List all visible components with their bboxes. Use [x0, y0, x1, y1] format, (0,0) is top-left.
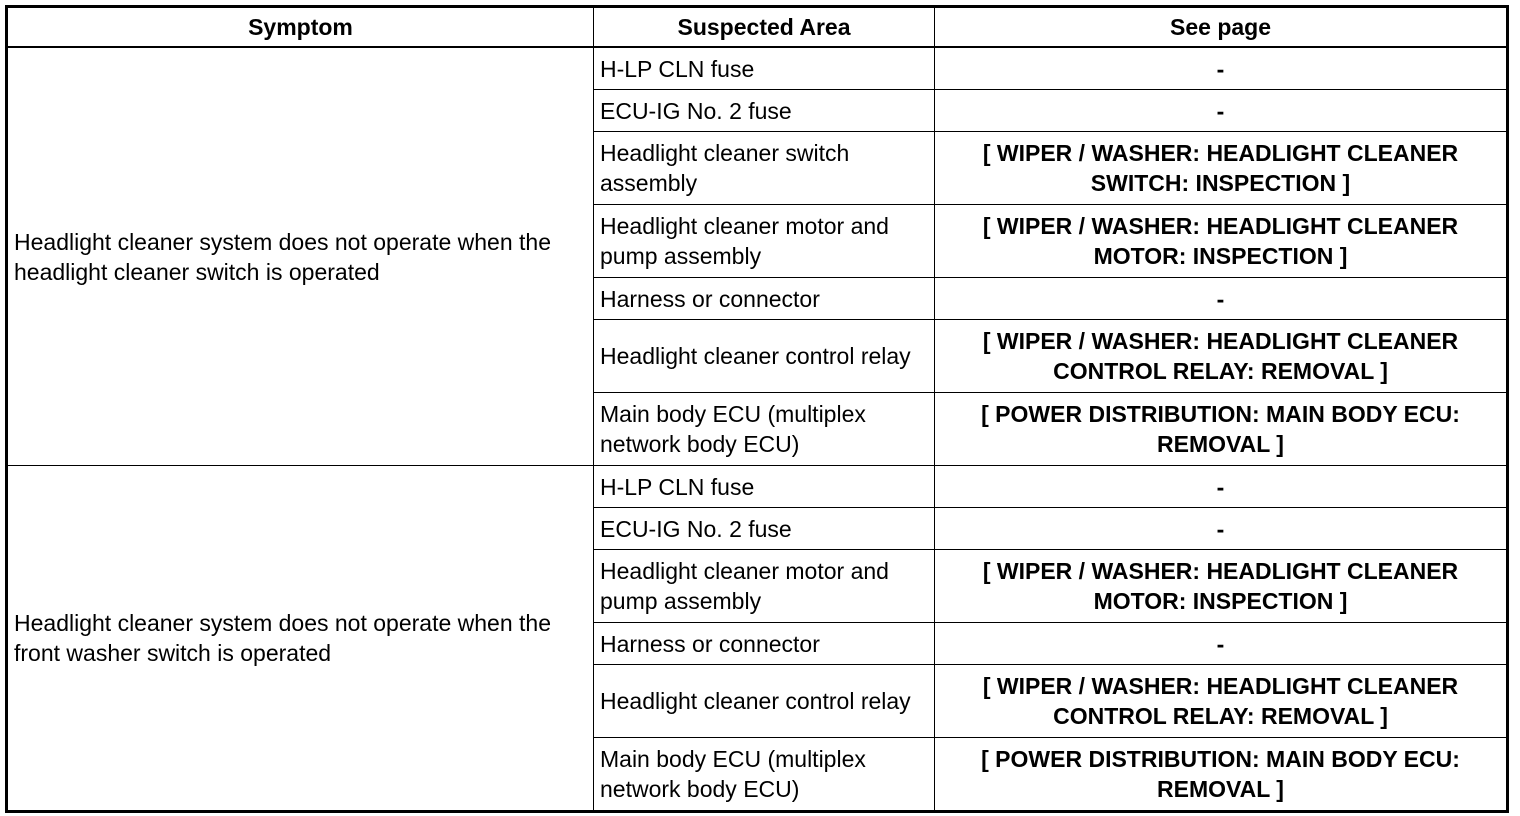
suspected-area-cell: Headlight cleaner control relay	[594, 320, 935, 393]
suspected-area-cell: H-LP CLN fuse	[594, 466, 935, 508]
suspected-area-cell: Main body ECU (multiplex network body ECU)	[594, 738, 935, 812]
see-page-cell: -	[935, 508, 1508, 550]
suspected-area-cell: Headlight cleaner switch assembly	[594, 132, 935, 205]
table-row	[7, 466, 1508, 508]
see-page-link[interactable]: [ WIPER / WASHER: HEADLIGHT CLEANER SWITCH: INSPECTION ]	[935, 132, 1508, 205]
see-page-link[interactable]: [ WIPER / WASHER: HEADLIGHT CLEANER MOTOR: INSPECTION ]	[935, 205, 1508, 278]
suspected-area-cell: ECU-IG No. 2 fuse	[594, 508, 935, 550]
see-page-link[interactable]: [ WIPER / WASHER: HEADLIGHT CLEANER MOTOR: INSPECTION ]	[935, 550, 1508, 623]
suspected-area-cell: Headlight cleaner motor and pump assembly	[594, 550, 935, 623]
see-page-link[interactable]: [ WIPER / WASHER: HEADLIGHT CLEANER CONTROL RELAY: REMOVAL ]	[935, 665, 1508, 738]
see-page-link[interactable]: [ POWER DISTRIBUTION: MAIN BODY ECU: REMOVAL ]	[935, 738, 1508, 812]
see-page-cell: -	[935, 466, 1508, 508]
see-page-cell: -	[935, 623, 1508, 665]
header-symptom: Symptom	[7, 7, 594, 48]
symptom-cell: Headlight cleaner system does not operate when the front washer switch is operated	[7, 466, 594, 812]
see-page-link[interactable]: [ WIPER / WASHER: HEADLIGHT CLEANER CONTROL RELAY: REMOVAL ]	[935, 320, 1508, 393]
header-row	[7, 7, 1508, 48]
suspected-area-cell: Main body ECU (multiplex network body ECU)	[594, 393, 935, 466]
see-page-link[interactable]: [ POWER DISTRIBUTION: MAIN BODY ECU: REMOVAL ]	[935, 393, 1508, 466]
suspected-area-cell: Headlight cleaner control relay	[594, 665, 935, 738]
header-see-page: See page	[935, 7, 1508, 48]
suspected-area-cell: Harness or connector	[594, 278, 935, 320]
see-page-cell: -	[935, 47, 1508, 90]
see-page-cell: -	[935, 90, 1508, 132]
suspected-area-cell: ECU-IG No. 2 fuse	[594, 90, 935, 132]
table-row	[7, 47, 1508, 90]
troubleshooting-table	[5, 5, 1509, 813]
header-suspected-area: Suspected Area	[594, 7, 935, 48]
suspected-area-cell: Harness or connector	[594, 623, 935, 665]
symptom-cell: Headlight cleaner system does not operate when the headlight cleaner switch is operated	[7, 47, 594, 466]
see-page-cell: -	[935, 278, 1508, 320]
suspected-area-cell: H-LP CLN fuse	[594, 47, 935, 90]
suspected-area-cell: Headlight cleaner motor and pump assembly	[594, 205, 935, 278]
